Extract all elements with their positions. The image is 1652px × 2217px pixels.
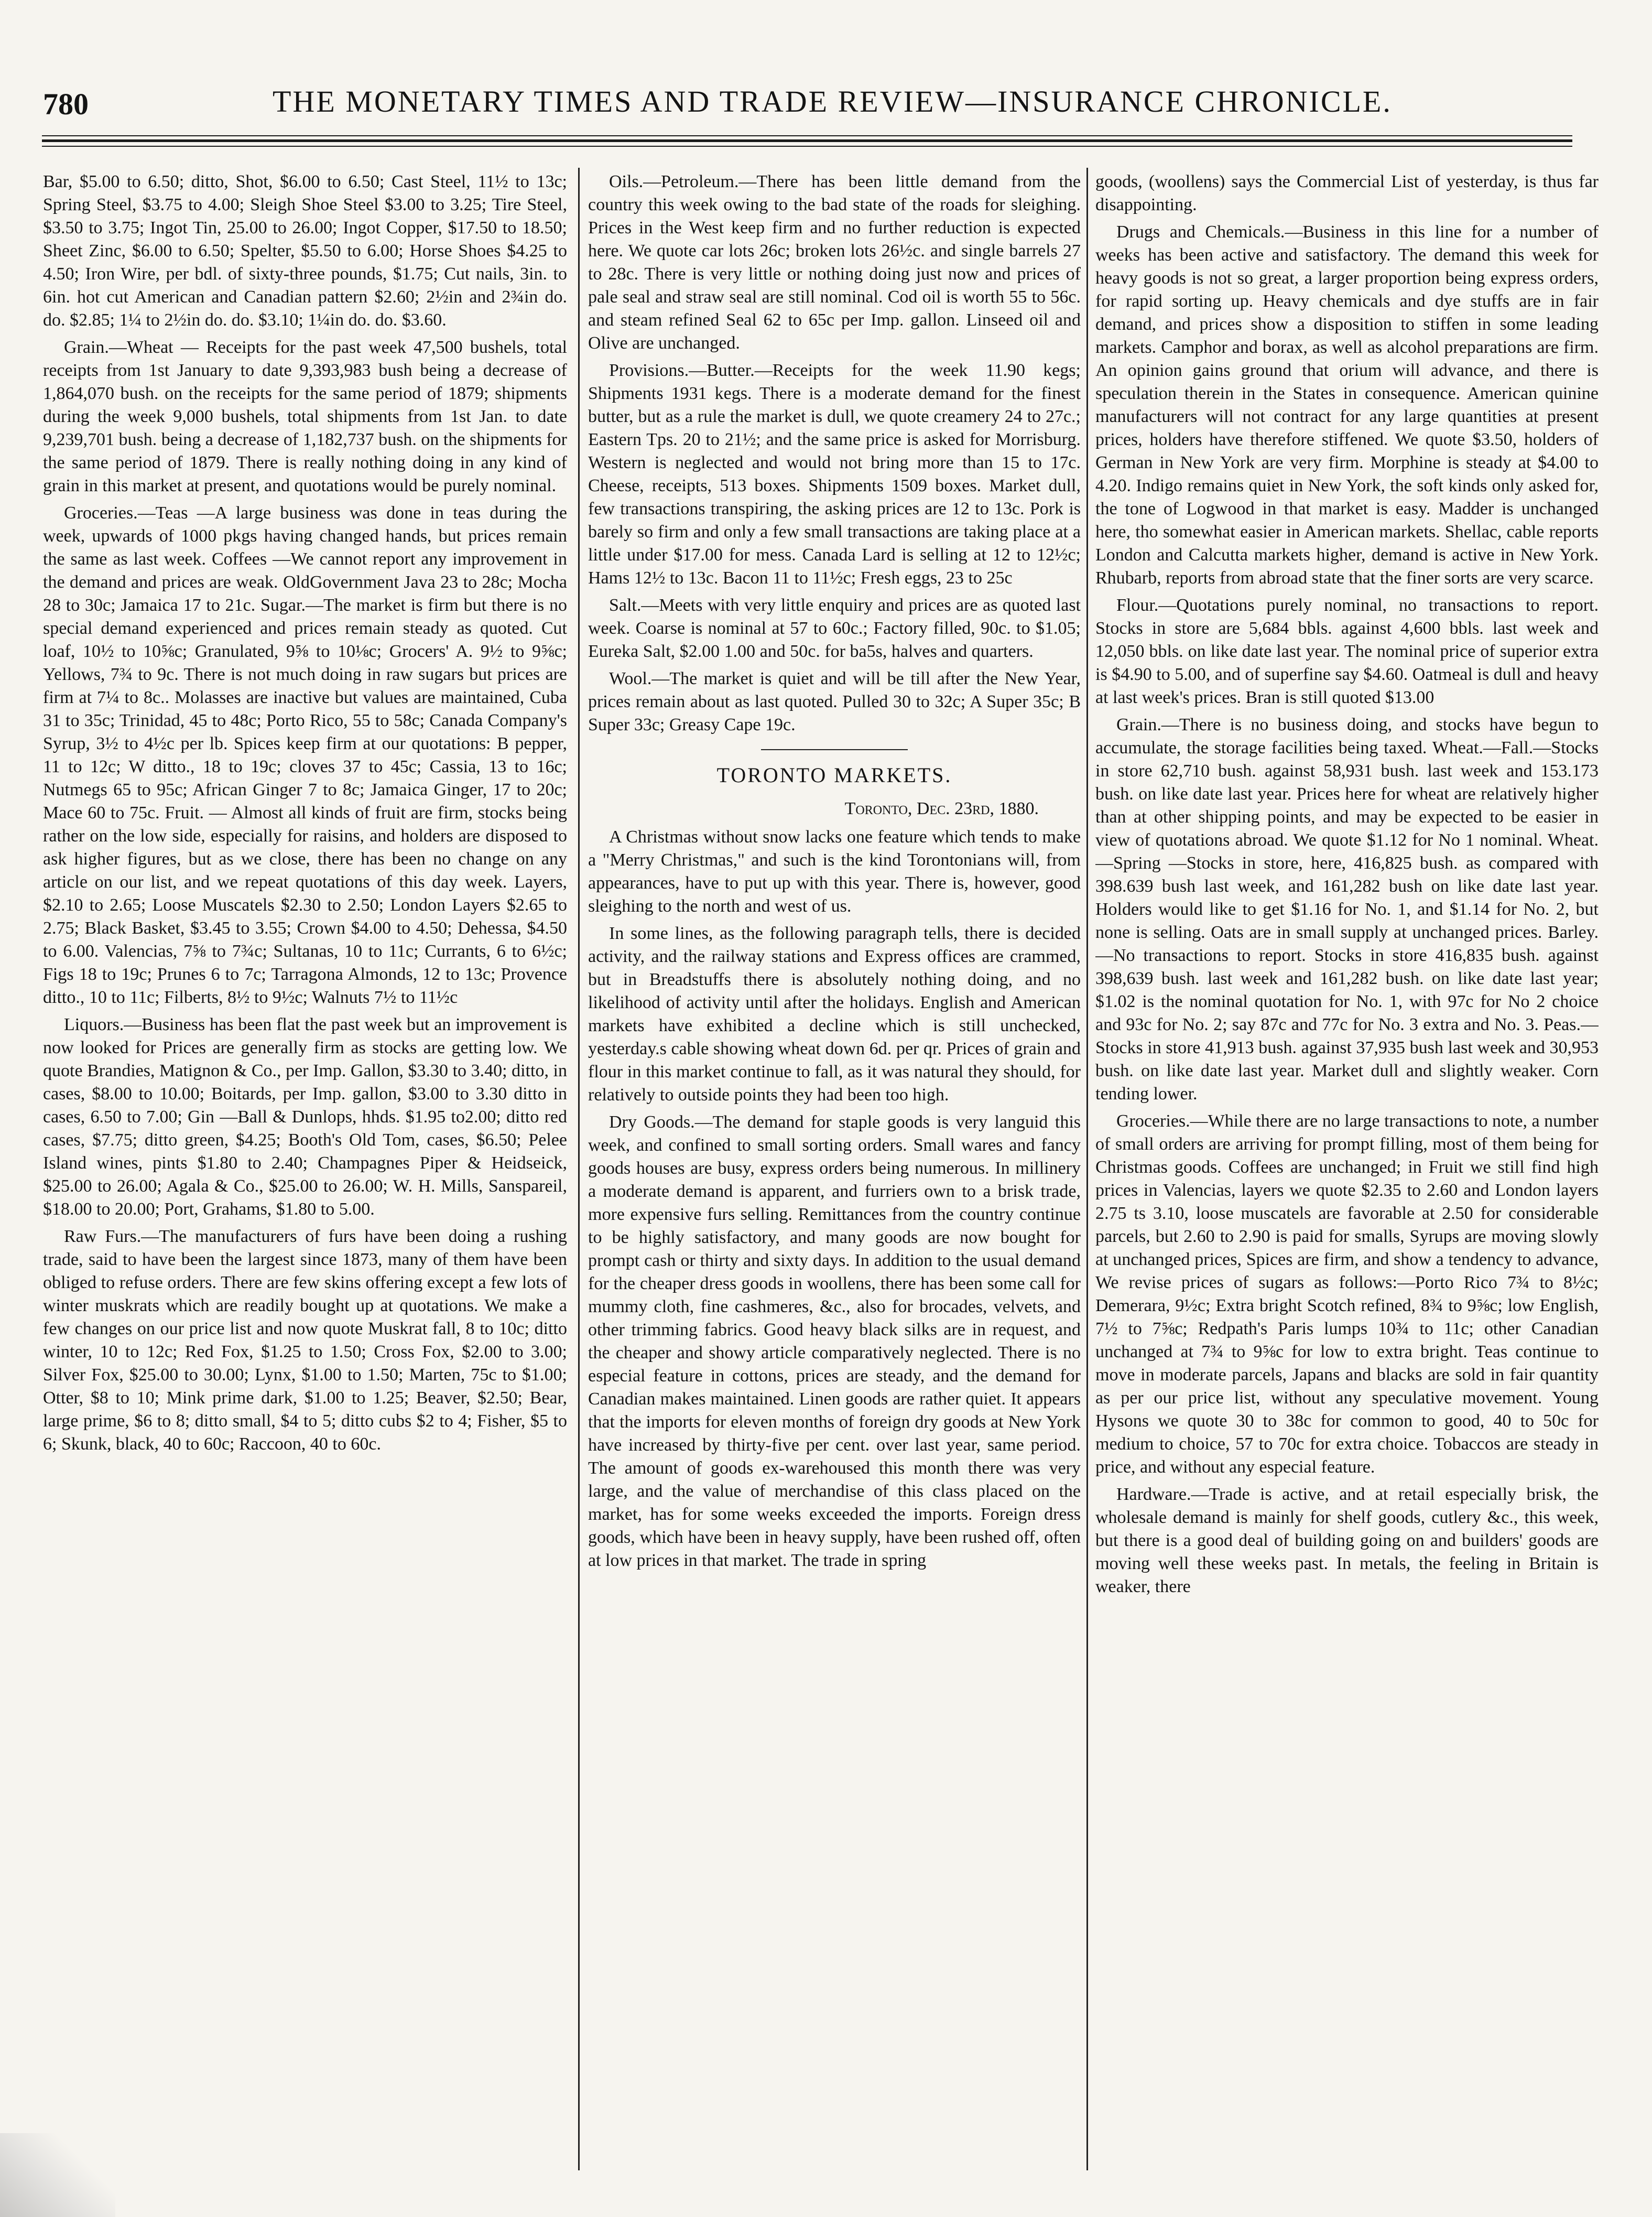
column-right bbox=[1095, 170, 1599, 2173]
article-paragraph: Provisions.—Butter.—Receipts for the week 11.90 kegs; Shipments 1931 kegs. There is a moderate demand for the finest butter, but as a rule the market is dull, we quote creamery 24 to 27c.; Eastern Tps. 20 to 21½; and the same price is asked for Morrisburg. Western is neglected and would not bring more than 15 to 17c. Cheese, receipts, 513 boxes. Shipments 1509 boxes. Market dull, few transactions transpiring, the asking prices are 12 to 13c. Pork is barely so firm and only a few small transactions are taking place at a little under $17.00 for mess. Canada Lard is selling at 12 to 12½c; Hams 12½ to 13c. Bacon 11 to 11½c; Fresh eggs, 23 to 25c bbox=[588, 361, 1081, 588]
article-paragraph: A Christmas without snow lacks one feature which tends to make a "Merry Christmas," and such is the kind Torontonians will, from appearances, have to put up with this year. There is, however, good sleighing to the north and west of us. bbox=[588, 827, 1081, 916]
column-divider bbox=[1086, 168, 1088, 2170]
dateline: Toronto, Dec. 23rd, 1880. bbox=[844, 799, 1039, 818]
column-middle bbox=[588, 170, 1081, 2173]
article-paragraph: Drugs and Chemicals.—Business in this line for a number of weeks has been active and satisfactory. The demand this week for heavy goods is not so great, a larger proportion being express orders, for rapid sorting up. Heavy chemicals and dye stuffs are in fair demand, and prices show a disposition to stiffen in some leading markets. Camphor and borax, as well as alcohol preparations are firm. An opinion gains ground that orium will advance, and there is speculation therein in the States in consequence. American quinine manufacturers will not contract for any large quantities at present prices, holders have therefore stiffened. We quote $3.50, holders of German in New York are very firm. Morphine is steady at $4.00 to 4.20. Indigo remains quiet in New York, the soft kinds only asked for, the tone of Logwood in that market is easy. Madder is unchanged here, tho somewhat easier in American markets. Shellac, cable reports London and Calcutta markets higher, demand is active in New York. Rhubarb, reports from abroad state that the finer sorts are very scarce. bbox=[1095, 222, 1599, 588]
article-paragraph: Salt.—Meets with very little enquiry and prices are as quoted last week. Coarse is nominal at 57 to 60c.; Factory filled, 90c. to $1.05; Eureka Salt, $2.00 1.00 and 50c. for ba5s, halves and quarters. bbox=[588, 596, 1081, 661]
article-paragraph: Groceries.—Teas —A large business was done in teas during the week, upwards of 1000 pkgs having changed hands, but prices remain the same as last week. Coffees —We cannot report any improvement in the demand and prices are weak. OldGovernment Java 23 to 28c; Mocha 28 to 30c; Jamaica 17 to 21c. Sugar.—The market is firm but there is no special demand experienced and prices remain steady as quoted. Cut loaf, 10½ to 10⅝c; Granulated, 9⅝ to 10⅛c; Grocers' A. 9½ to 9⅝c; Yellows, 7¾ to 9c. There is not much doing in raw sugars but prices are firm at 7¼ to 8c.. Molasses are inactive but values are maintained, Cuba 31 to 35c; Trinidad, 45 to 48c; Porto Rico, 55 to 58c; Canada Company's Syrup, 3½ to 4½c per lb. Spices keep firm at our quotations: B pepper, 11 to 12c; W ditto., 18 to 19c; cloves 37 to 45c; Cassia, 13 to 16c; Nutmegs 65 to 95c; African Ginger 7 to 8c; Jamaica Ginger, 17 to 20c; Mace 60 to 75c. Fruit. — Almost all kinds of fruit are firm, stocks being rather on the low side, especially for raisins, and holders are disposed to ask higher figures, but as we close, there has been no change on any article on our list, and we repeat quotations of this day week. Layers, $2.10 to 2.65; Loose Muscatels $2.30 to 2.50; London Layers $2.65 to 2.75; Black Basket, $3.45 to 3.55; Crown $4.00 to 4.50; Dehessa, $4.50 to 6.00. Valencias, 7⅝ to 7¾c; Sultanas, 10 to 11c; Currants, 6 to 6½c; Figs 18 to 19c; Prunes 6 to 7c; Tarragona Almonds, 12 to 13c; Provence ditto., 10 to 11c; Filberts, 8½ to 9½c; Walnuts 7½ to 11½c bbox=[43, 503, 567, 1007]
article-paragraph: Bar, $5.00 to 6.50; ditto, Shot, $6.00 to 6.50; Cast Steel, 11½ to 13c; Spring Steel, $3.75 to 4.00; Sleigh Shoe Steel $3.00 to 3.25; Tire Steel, $3.50 to 3.75; Ingot Tin, 25.00 to 26.00; Ingot Copper, $17.50 to 18.50; Sheet Zinc, $6.00 to 6.50; Spelter, $5.50 to 6.00; Horse Shoes $4.25 to 4.50; Iron Wire, per bdl. of sixty-three pounds, $1.75; Cut nails, 3in. to 6in. hot cut American and Canadian pattern $2.60; 2½in and 2¾in do. do. $2.85; 1¼ to 2½in do. do. $3.10; 1¼in do. do. $3.60. bbox=[43, 172, 567, 330]
page-number: 780 bbox=[43, 87, 89, 121]
header-rule-top bbox=[42, 135, 1572, 136]
section-rule bbox=[761, 749, 908, 750]
article-paragraph: Wool.—The market is quiet and will be till after the New Year, prices remain about as last quoted. Pulled 30 to 32c; A Super 35c; B Super 33c; Greasy Cape 19c. bbox=[588, 669, 1081, 734]
article-paragraph: goods, (woollens) says the Commercial List of yesterday, is thus far disappointing. bbox=[1095, 172, 1599, 214]
article-paragraph: Hardware.—Trade is active, and at retail especially brisk, the wholesale demand is mainly for shelf goods, cutlery &c., this week, but there is a good deal of building going on and builders' goods are moving well these weeks past. In metals, the feeling in Britain is weaker, there bbox=[1095, 1485, 1599, 1596]
column-divider bbox=[578, 168, 580, 2170]
column-left bbox=[43, 170, 567, 2173]
article-paragraph: Groceries.—While there are no large transactions to note, a number of small orders are arriving for prompt filling, most of them being for Christmas goods. Coffees are unchanged; in Fruit we still find high prices in Valencias, layers we quote $2.35 to 2.60 and London layers 2.75 ts 3.10, loose muscatels are favorable at 2.50 for considerable parcels, but 2.60 to 2.90 is paid for smalls, Syrups are moving slowly at unchanged prices, Spices are firm, and show a tendency to advance, We revise prices of sugars as follows:—Porto Rico 7¾ to 8½c; Demerara, 9½c; Extra bright Scotch refined, 8¾ to 9⅝c; low English, 7½ to 7⅝c; Redpath's Paris lumps 10¾ to 11c; other Canadian unchanged at 7¾ to 9⅝c for low to extra bright. Teas continue to move in moderate parcels, Japans and blacks are sold in fair quantity as per our price list, without any speculative movement. Young Hysons we quote 30 to 38c for common to good, 40 to 50c for medium to choice, 57 to 70c for extra choice. Tobaccos are steady in price, and without any especial feature. bbox=[1095, 1111, 1599, 1477]
section-heading: TORONTO MARKETS. bbox=[716, 763, 952, 787]
article-paragraph: Grain.—Wheat — Receipts for the past week 47,500 bushels, total receipts from 1st January to date 9,393,983 bush being a decrease of 1,864,070 bush. on the receipts for the same period of 1879; shipments during the week 9,000 bushels, total shipments from 1st Jan. to date 9,239,701 bush. being a decrease of 1,182,737 bush. on the shipments for the same period of 1879. There is really nothing doing in any kind of grain in this market at present, and quotations would be purely nominal. bbox=[43, 338, 567, 495]
article-paragraph: Liquors.—Business has been flat the past week but an improvement is now looked for Prices are generally firm as stocks are getting low. We quote Brandies, Matignon & Co., per Imp. Gallon, $3.30 to 3.40; ditto, in cases, $8.00 to 10.00; Boitards, per Imp. gallon, $3.00 to 3.30 ditto in cases, 6.50 to 7.00; Gin —Ball & Dunlops, hhds. $1.95 to2.00; ditto red cases, $7.75; ditto green, $4.25; Booth's Old Tom, cases, $6.50; Pelee Island wines, pints $1.80 to 2.40; Champagnes Piper & Heidseick, $25.00 to 26.00; Agala & Co., $25.00 to 26.00; W. H. Mills, Sanspareil, $18.00 to 20.00; Port, Grahams, $1.80 to 5.00. bbox=[43, 1015, 567, 1219]
article-paragraph: Raw Furs.—The manufacturers of furs have been doing a rushing trade, said to have been the largest since 1873, many of them have been obliged to refuse orders. There are few skins offering except a few lots of winter muskrats which are readily bought up at quotations. We make a few changes on our price list and now quote Muskrat fall, 8 to 10c; ditto winter, 10 to 12c; Red Fox, $1.25 to 1.50; Cross Fox, $2.00 to 3.00; Silver Fox, $25.00 to 30.00; Lynx, $1.00 to 1.50; Marten, 75c to $1.00; Otter, $8 to 10; Mink prime dark, $1.00 to 1.25; Beaver, $2.50; Bear, large prime, $6 to 8; ditto small, $4 to 5; ditto cubs $2 to 4; Fisher, $5 to 6; Skunk, black, 40 to 60c; Raccoon, 40 to 60c. bbox=[43, 1227, 567, 1454]
article-paragraph: Oils.—Petroleum.—There has been little demand from the country this week owing to the bad state of the roads for sleighing. Prices in the West keep firm and no further reduction is expected here. We quote car lots 26c; broken lots 26½c. and single barrels 27 to 28c. There is very little or nothing doing just now and prices of pale seal and straw seal are still nominal. Cod oil is worth 55 to 56c. and steam refined Seal 62 to 65c per Imp. gallon. Linseed oil and Olive are unchanged. bbox=[588, 172, 1081, 353]
masthead-title: THE MONETARY TIMES AND TRADE REVIEW—INSURANCE CHRONICLE. bbox=[273, 84, 1392, 118]
article-paragraph: Grain.—There is no business doing, and stocks have begun to accumulate, the storage facilities being taxed. Wheat.—Fall.—Stocks in store 62,710 bush. against 58,931 bush. last week and 153.173 bush. on like date last year. Prices here for wheat are relatively higher than at other shipping points, and may be expected to be easier in view of quotations abroad. We quote $1.12 for No 1 nominal. Wheat.—Spring —Stocks in store, here, 416,825 bush. as compared with 398.639 bush last week, and 161,282 bush on like date last year. Holders would like to get $1.16 for No. 1, and $1.14 for No. 2, but none is selling. Oats are in small supply at unchanged prices. Barley.—No transactions to report. Stocks in store 416,835 bush. against 398,639 bush. last week and 161,282 bush. on like date last year; $1.02 is the nominal quotation for No. 1, with 97c for No 2 choice and 93c for No. 2; say 87c and 77c for No. 3 extra and No. 3. Peas.—Stocks in store 41,913 bush. against 37,935 bush last week and 30,953 bush. on like date last year. Market dull and slightly weaker. Corn tending lower. bbox=[1095, 715, 1599, 1104]
article-paragraph: In some lines, as the following paragraph tells, there is decided activity, and the railway stations and Express offices are crammed, but in Breadstuffs there is absolutely nothing doing, and no likelihood of activity until after the holidays. English and American markets have exhibited a decline which is still unchecked, yesterday.s cable showing wheat down 6d. per qr. Prices of grain and flour in this market continue to fall, as it was natural they should, for relatively to outside points they had been too high. bbox=[588, 924, 1081, 1105]
scan-artifact bbox=[0, 2133, 115, 2217]
header-rule-bottom bbox=[42, 146, 1572, 147]
header-rule-thick bbox=[42, 139, 1572, 142]
article-paragraph: Flour.—Quotations purely nominal, no transactions to report. Stocks in store are 5,684 bbls. against 4,600 bbls. last week and 12,050 bbls. on like date last year. The nominal price of superior extra is $4.90 to 5.00, and of superfine say $4.60. Oatmeal is dull and heavy at last week's prices. Bran is still quoted $13.00 bbox=[1095, 596, 1599, 707]
article-paragraph: Dry Goods.—The demand for staple goods is very languid this week, and confined to small sorting orders. Small wares and fancy goods houses are busy, express orders being numerous. In millinery a moderate demand is apparent, and furriers own to a brisk trade, more expensive furs selling. Remittances from the country continue to be highly satisfactory, and many goods are now bought for prompt cash or thirty and sixty days. In addition to the usual demand for the cheaper dress goods in woollens, there has been some call for mummy cloth, fine cashmeres, &c., also for brocades, velvets, and other trimming fabrics. Good heavy black silks are in request, and the cheaper and showy article comparatively neglected. There is no especial feature in cottons, prices are steady, and the demand for Canadian makes maintained. Linen goods are rather quiet. It appears that the imports for eleven months of foreign dry goods at New York have increased by thirty-five per cent. over last year, same period. The amount of goods ex-warehoused this month there was very large, and the value of merchandise of this class placed on the market, has for some weeks exceeded the imports. Foreign dress goods, which have been in heavy supply, have been rushed off, often at low prices in that market. The trade in spring bbox=[588, 1112, 1081, 1570]
